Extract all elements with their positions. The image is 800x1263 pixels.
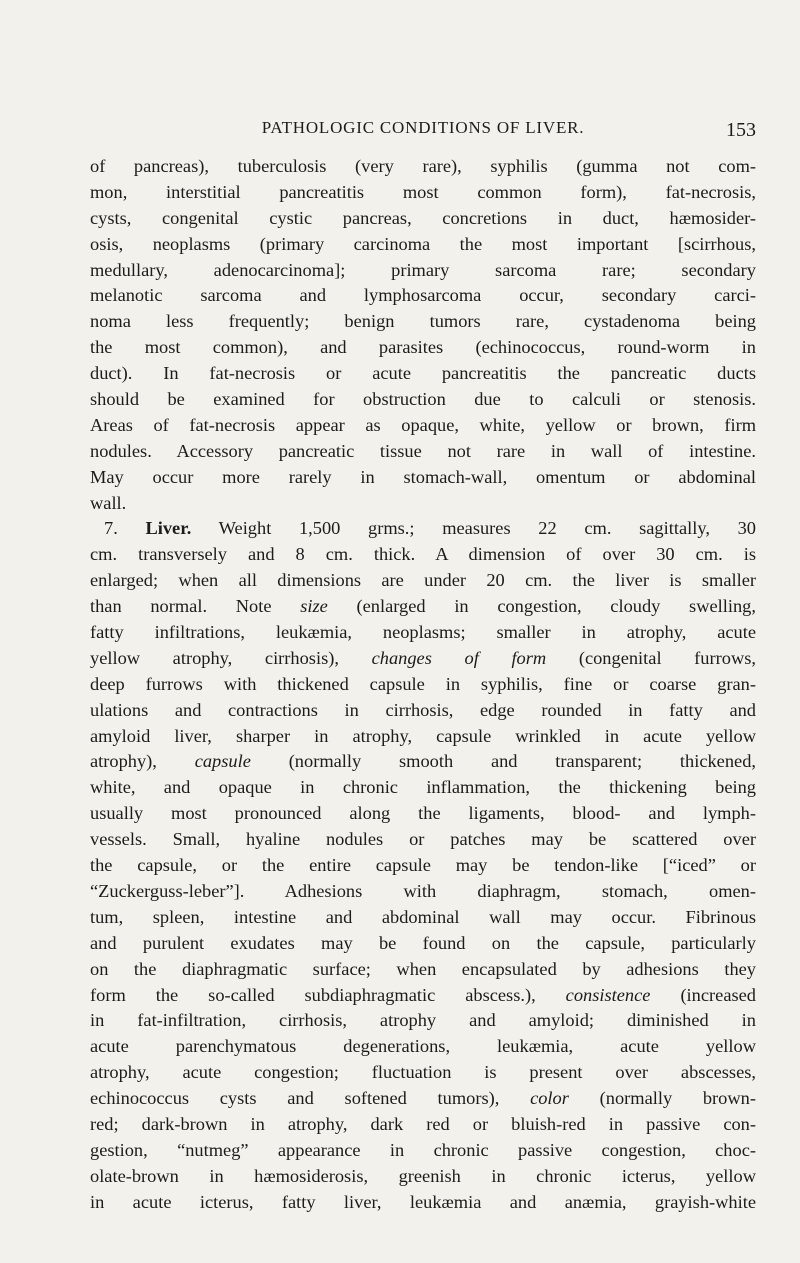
text-line: the most common), and parasites (echinococcus, round-worm in [90, 337, 756, 358]
text-line: melanotic sarcoma and lymphosarcoma occur, secondary carci- [90, 285, 756, 306]
text-line: Areas of fat-necrosis appear as opaque, white, yellow or brown, firm [90, 414, 756, 435]
text-line: amyloid liver, sharper in atrophy, capsule wrinkled in acute yellow [90, 725, 756, 746]
text-line: of pancreas), tuberculosis (very rare), syphilis (gumma not com- [90, 156, 756, 176]
text-line: on the diaphragmatic surface; when encapsulated by adhesions they [90, 958, 756, 979]
text-fragment: than normal. Note [90, 596, 272, 617]
term-color: color [530, 1088, 569, 1109]
text-fragment: (normally smooth and transparent; thickened, [288, 751, 756, 772]
paragraph-liver [90, 516, 756, 1215]
text-fragment: Weight 1,500 grms.; measures 22 cm. sagittally, 30 [218, 518, 756, 539]
body-text [90, 154, 756, 1216]
text-line: “Zuckerguss-leber”]. Adhesions with diaphragm, stomach, omen- [90, 880, 756, 901]
text-line [90, 646, 756, 672]
term-consistence: consistence [565, 984, 651, 1005]
text-line [90, 516, 756, 542]
text-fragment: (enlarged in congestion, cloudy swelling, [356, 596, 756, 617]
term-changes-of-form: changes of form [371, 647, 547, 668]
text-line: in acute icterus, fatty liver, leukæmia and anæmia, grayish-white [90, 1191, 756, 1212]
text-line: tum, spleen, intestine and abdominal wall may occur. Fibrinous [90, 906, 756, 927]
text-line: acute parenchymatous degenerations, leukæmia, acute yellow [90, 1036, 756, 1057]
text-line: vessels. Small, hyaline nodules or patches may be scattered over [90, 829, 756, 850]
text-line: medullary, adenocarcinoma]; primary sarcoma rare; secondary [90, 259, 756, 280]
text-fragment: form the so-called subdiaphragmatic abscess.), [90, 984, 536, 1005]
text-line: cysts, congenital cystic pancreas, concretions in duct, hæmosider- [90, 207, 756, 228]
text-line: and purulent exudates may be found on the capsule, particularly [90, 932, 756, 953]
text-fragment: echinococcus cysts and softened tumors), [90, 1088, 500, 1109]
text-line: wall. [90, 492, 127, 513]
text-line: May occur more rarely in stomach-wall, omentum or abdominal [90, 466, 756, 487]
text-line: fatty infiltrations, leukæmia, neoplasms; smaller in atrophy, acute [90, 622, 756, 643]
text-line: red; dark-brown in atrophy, dark red or bluish-red in passive con- [90, 1113, 756, 1134]
text-line: mon, interstitial pancreatitis most common form), fat-necrosis, [90, 181, 756, 202]
section-heading-liver: Liver. [145, 518, 192, 539]
text-line: noma less frequently; benign tumors rare, cystadenoma being [90, 311, 756, 332]
text-line: osis, neoplasms (primary carcinoma the most important [scirrhous, [90, 233, 756, 254]
text-line: gestion, “nutmeg” appearance in chronic passive congestion, choc- [90, 1139, 756, 1160]
text-fragment: atrophy), [90, 751, 157, 772]
text-line [90, 749, 756, 775]
text-line [90, 983, 756, 1009]
text-line: white, and opaque in chronic inflammation, the thickening being [90, 777, 756, 798]
running-head [90, 116, 756, 140]
text-line [90, 1086, 756, 1112]
page-number: 153 [726, 119, 756, 141]
text-line: ulations and contractions in cirrhosis, edge rounded in fatty and [90, 699, 756, 720]
text-line: cm. transversely and 8 cm. thick. A dimension of over 30 cm. is [90, 544, 756, 565]
text-line [90, 594, 756, 620]
text-line: in fat-infiltration, cirrhosis, atrophy and amyloid; diminished in [90, 1010, 756, 1031]
term-capsule: capsule [194, 751, 251, 772]
text-line: deep furrows with thickened capsule in syphilis, fine or coarse gran- [90, 673, 756, 694]
text-line: atrophy, acute congestion; fluctuation is present over abscesses, [90, 1062, 756, 1083]
term-size: size [300, 596, 328, 617]
text-line: duct). In fat-necrosis or acute pancreatitis the pancreatic ducts [90, 363, 756, 384]
text-line: the capsule, or the entire capsule may be tendon-like [“iced” or [90, 855, 756, 876]
text-line: enlarged; when all dimensions are under 20 cm. the liver is smaller [90, 570, 756, 591]
text-fragment: (normally brown- [599, 1088, 756, 1109]
text-line: olate-brown in hæmosiderosis, greenish in chronic icterus, yellow [90, 1165, 756, 1186]
text-fragment: (increased [680, 984, 756, 1005]
running-head-title: PATHOLOGIC CONDITIONS OF LIVER. [261, 118, 585, 137]
text-line: usually most pronounced along the ligaments, blood- and lymph- [90, 803, 756, 824]
text-line: nodules. Accessory pancreatic tissue not rare in wall of intestine. [90, 440, 756, 461]
section-number: 7. [104, 518, 118, 539]
paragraph-pancreas-continued [90, 154, 756, 516]
text-fragment: yellow atrophy, cirrhosis), [90, 647, 339, 668]
text-line: should be examined for obstruction due to calculi or stenosis. [90, 389, 756, 410]
text-fragment: (congenital furrows, [578, 647, 756, 668]
